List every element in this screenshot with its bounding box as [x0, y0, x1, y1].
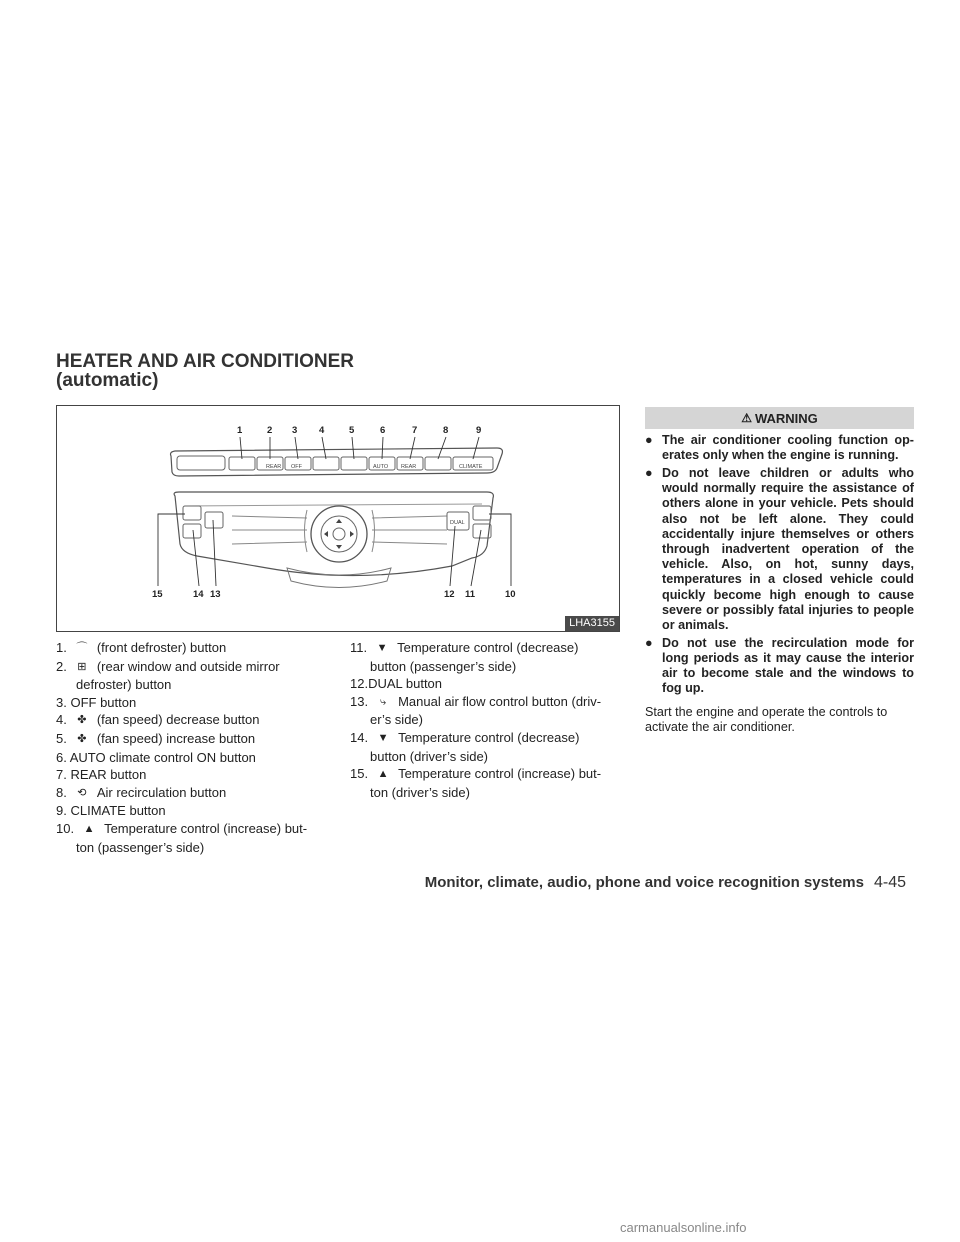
page-number: 4-45	[873, 874, 906, 891]
callout-number: 9	[476, 425, 482, 436]
callout-number: 6	[380, 425, 386, 436]
airflow-icon: ⤷	[379, 695, 387, 708]
callout-leader	[382, 437, 383, 459]
callout-leader	[450, 526, 455, 586]
legend-item-number: 2.	[56, 658, 67, 674]
legend-item-text: OFF button	[70, 694, 137, 710]
panel-button-label: REAR	[266, 464, 282, 470]
warning-item-text: Do not use the recirculation mode for long periods as it may cause the interior air to become stale and the windows to fog up.	[662, 635, 914, 696]
recirculation-icon: ⟲	[77, 786, 87, 799]
panel-button-label: CLIMATE	[459, 464, 483, 470]
watermark: carmanualsonline.info	[620, 1220, 747, 1235]
callout-number: 4	[319, 425, 325, 436]
legend-item	[56, 820, 336, 856]
legend-item	[350, 729, 620, 765]
legend-item-text: Temperature control (increase) but-	[398, 766, 602, 782]
legend-item-text: Temperature control (increase) but-	[104, 820, 308, 836]
legend-item-continuation: defroster) button	[76, 677, 172, 693]
legend-item	[56, 802, 336, 820]
legend-item-number: 6.	[56, 749, 67, 765]
instruction-text: Start the engine and operate the controls to activate the air conditioner.	[645, 705, 888, 735]
legend-item-text: Temperature control (decrease)	[397, 640, 579, 655]
legend-item-continuation: ton (passenger’s side)	[76, 839, 205, 855]
fan-small-icon: ✤	[77, 714, 87, 727]
legend-item-number: 15.	[350, 766, 369, 782]
legend-item-number: 9.	[56, 803, 67, 819]
triangle-up-icon: ▲	[83, 822, 95, 835]
legend-item-text: AUTO climate control ON button	[69, 749, 256, 765]
legend-item-text: (fan speed) increase button	[96, 730, 256, 746]
callout-number: 10	[505, 589, 516, 600]
callout-number: 8	[443, 425, 449, 436]
callout-number: 11	[465, 589, 476, 600]
callout-leader	[213, 520, 216, 586]
legend-list-right	[350, 639, 620, 801]
triangle-up-icon: ▲	[377, 768, 389, 781]
heading-line-1: HEATER AND AIR CONDITIONER	[56, 351, 355, 372]
legend-item-text: (rear window and outside mirror	[96, 658, 280, 674]
legend-item	[350, 693, 620, 729]
legend-item-text: Air recirculation button	[96, 784, 227, 800]
callout-number: 3	[292, 425, 298, 436]
callout-leader	[322, 437, 326, 459]
panel-button-label: DUAL	[450, 520, 465, 526]
callout-leader	[295, 437, 298, 459]
section-heading	[56, 352, 354, 390]
panel-button-label: REAR	[401, 464, 417, 470]
bullet-icon: ●	[645, 465, 653, 480]
legend-item-number: 8.	[56, 784, 67, 800]
climate-panel-figure	[56, 405, 620, 632]
legend-item-text: REAR button	[70, 767, 147, 783]
legend-item-number: 10.	[56, 820, 75, 836]
legend-item-number: 5.	[56, 730, 67, 746]
legend-list-left	[56, 639, 336, 856]
legend-item-text: Temperature control (decrease)	[398, 729, 580, 745]
legend-item-text: Manual air flow control button (driv-	[398, 693, 602, 709]
legend-item-text: CLIMATE button	[70, 803, 166, 819]
warning-item	[645, 466, 914, 633]
legend-item	[350, 639, 620, 675]
legend-item-text: (fan speed) decrease button	[96, 712, 260, 728]
warning-title: WARNING	[754, 410, 818, 426]
warning-item-text: The air conditioner cooling function op- erates only when the engine is running.	[662, 433, 914, 463]
callout-number: 13	[210, 589, 221, 600]
callout-number: 12	[444, 589, 455, 600]
callout-number: 15	[152, 589, 163, 600]
legend-item	[350, 765, 620, 801]
legend-item	[56, 639, 336, 658]
triangle-down-icon: ▼	[376, 642, 388, 654]
legend-item	[56, 730, 336, 749]
callout-number: 14	[193, 589, 204, 600]
rear-defroster-icon: ⊞	[77, 660, 87, 673]
legend-item	[56, 711, 336, 730]
callout-leader	[352, 437, 354, 459]
legend-item	[56, 766, 336, 784]
footer-section-title: Monitor, climate, audio, phone and voice recognition systems	[424, 874, 864, 891]
callout-number: 2	[267, 425, 273, 436]
legend-item-number: 14.	[350, 729, 369, 745]
legend-item	[56, 694, 336, 712]
callout-leader	[240, 437, 242, 459]
legend-item-continuation: ton (driver’s side)	[370, 784, 470, 800]
panel-button-label: OFF	[291, 464, 302, 470]
triangle-down-icon: ▼	[377, 731, 389, 744]
callout-leader	[410, 437, 415, 459]
warning-triangle-icon: ⚠	[741, 411, 752, 425]
legend-item-number: 3.	[56, 694, 67, 710]
heading-line-2: (automatic)	[56, 370, 159, 391]
callout-leader	[158, 514, 185, 586]
front-defroster-icon: ⌒	[76, 642, 88, 654]
climate-panel-illustration	[57, 406, 618, 630]
legend-item-number: 1.	[56, 640, 67, 655]
figure-code: LHA3155	[565, 616, 619, 631]
legend-item	[56, 749, 336, 767]
legend-item	[56, 658, 336, 694]
panel-button-label: AUTO	[373, 464, 389, 470]
legend-item	[56, 784, 336, 803]
warning-item-text: Do not leave children or adults who would normally require the assistance of others alone in your vehicle. Pets should also not be left alone. They could accidentally injure themselves or others through inadvertent operation of the vehicle. Also, on hot, sunny days, temperatures in a closed vehicle could quickly become high enough to cause severe or possibly fatal injuries to people or animals.	[662, 465, 914, 632]
callout-leader	[489, 514, 511, 586]
legend-item-continuation: er’s side)	[370, 712, 423, 728]
callout-number: 5	[349, 425, 355, 436]
callout-number: 7	[412, 425, 418, 436]
legend-item-number: 11.	[350, 640, 368, 655]
legend-item-text: (front defroster) button	[96, 640, 227, 655]
callout-number: 1	[237, 425, 243, 436]
fan-large-icon: ✤	[77, 732, 87, 745]
legend-item-number: 12.DUAL button	[350, 676, 443, 692]
legend-item	[350, 675, 620, 693]
legend-item-continuation: button (driver’s side)	[370, 748, 489, 764]
page-footer	[425, 874, 906, 892]
legend-item-number: 4.	[56, 712, 67, 728]
bullet-icon: ●	[645, 433, 653, 447]
warning-item	[645, 433, 914, 463]
warning-item	[645, 636, 914, 697]
legend-item-number: 13.	[350, 693, 369, 709]
warning-header	[645, 407, 914, 429]
bullet-icon: ●	[645, 635, 653, 650]
warning-list	[645, 433, 914, 699]
legend-item-number: 7.	[56, 767, 67, 783]
legend-item-continuation: button (passenger’s side)	[370, 658, 517, 674]
